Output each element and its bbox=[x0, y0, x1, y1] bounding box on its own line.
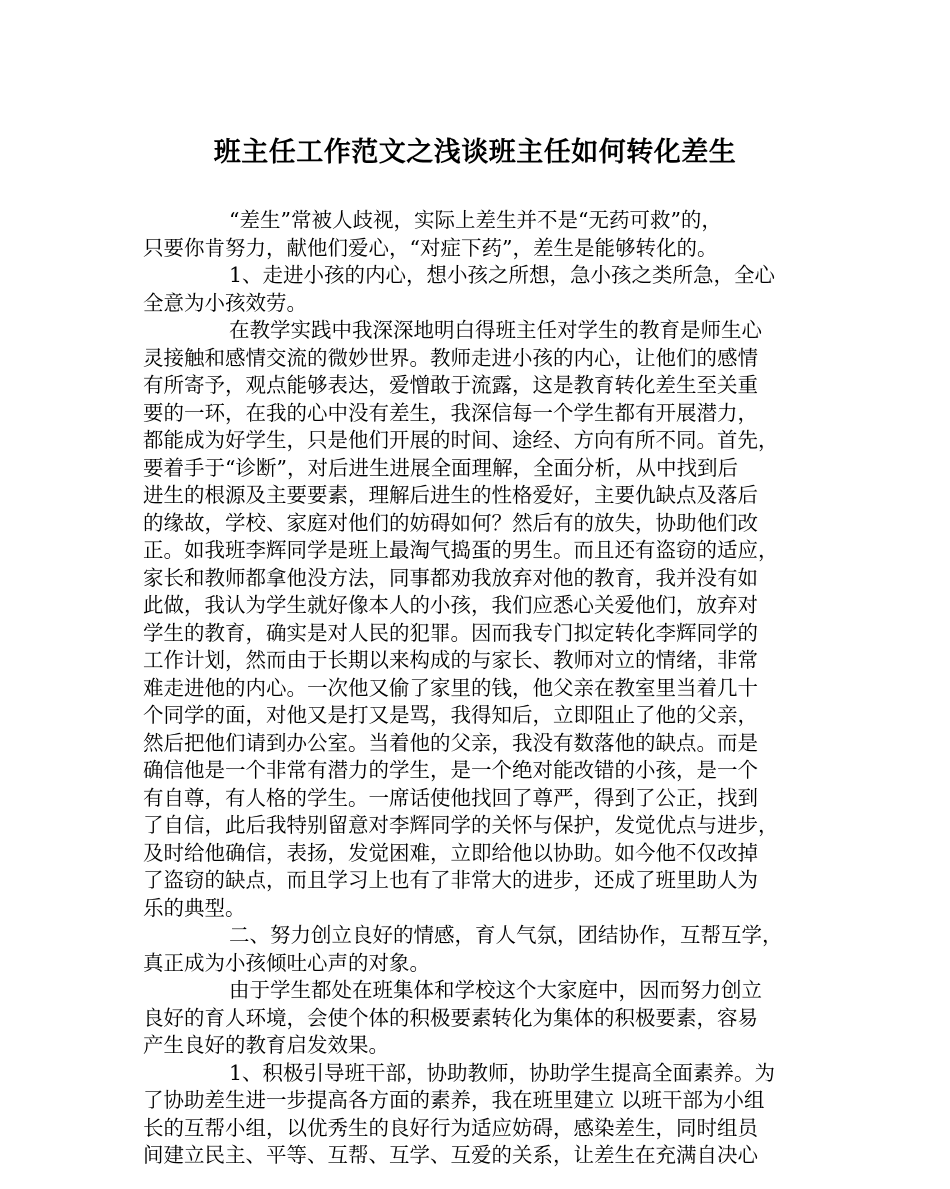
paragraph-line: 正。如我班李辉同学是班上最淘气捣蛋的男生。而且还有盗窃的适应， bbox=[143, 538, 779, 562]
paragraph-line: 学生的教育，确实是对人民的犯罪。因而我专门拟定转化李辉同学的 bbox=[143, 620, 758, 645]
paragraph-line: 真正成为小孩倾吐心声的对象。 bbox=[143, 950, 430, 975]
paragraph-line: 灵接触和感情交流的微妙世界。教师走进小孩的内心，让他们的感情 bbox=[143, 345, 758, 370]
paragraph-first-line: 1、走进小孩的内心，想小孩之所想，急小孩之类所急，全心 bbox=[229, 263, 776, 287]
paragraph-line: 乐的典型。 bbox=[143, 895, 246, 920]
paragraph-line: 进生的根源及主要要素，理解后进生的性格爱好，主要仇缺点及落后 bbox=[143, 483, 758, 507]
paragraph-line: 间建立民主、平等、互帮、互学、互爱的关系，让差生在充满自决心 bbox=[143, 1143, 758, 1167]
paragraph bbox=[143, 977, 823, 1060]
paragraph-line: 有所寄予，观点能够表达，爱憎敢于流露，这是教育转化差生至关重 bbox=[143, 373, 758, 397]
paragraph-line: 产生良好的教育启发效果。 bbox=[143, 1033, 389, 1057]
paragraph-line: 了协助差生进一步提高各方面的素养，我在班里建立 以班干部为小组 bbox=[143, 1088, 765, 1112]
paragraph-line: 然后把他们请到办公室。当着他的父亲，我没有数落他的缺点。而是 bbox=[143, 730, 758, 755]
paragraph-first-line: 在教学实践中我深深地明白得班主任对学生的教育是师生心 bbox=[229, 318, 762, 342]
document-title: 班主任工作范文之浅谈班主任如何转化差生 bbox=[213, 137, 737, 168]
paragraph-line: 确信他是一个非常有潜力的学生，是一个绝对能改错的小孩，是一个 bbox=[143, 758, 758, 782]
paragraph-line: 的缘故，学校、家庭对他们的妨碍如何？然后有的放失，协助他们改 bbox=[143, 510, 758, 535]
paragraph-line: 长的互帮小组，以优秀生的良好行为适应妨碍，感染差生，同时组员 bbox=[143, 1115, 758, 1140]
paragraph-first-line: “差生”常被人歧视，实际上差生并不是“无药可救”的， bbox=[229, 208, 722, 232]
paragraph-line: 要的一环，在我的心中没有差生，我深信每一个学生都有开展潜力， bbox=[143, 400, 758, 425]
paragraph-line: 个同学的面，对他又是打又是骂，我得知后，立即阻止了他的父亲， bbox=[143, 703, 758, 727]
paragraph-line: 难走进他的内心。一次他又偷了家里的钱，他父亲在教室里当着几十 bbox=[143, 675, 758, 700]
paragraph bbox=[143, 317, 823, 922]
paragraph-line: 及时给他确信，表扬，发觉困难，立即给他以协助。如今他不仅改掉 bbox=[143, 840, 758, 865]
paragraph-line: 只要你肯努力，献他们爱心，“对症下药”，差生是能够转化的。 bbox=[143, 235, 718, 260]
paragraph-line: 全意为小孩效劳。 bbox=[143, 290, 307, 315]
paragraph-line: 有自尊，有人格的学生。一席话使他找回了尊严，得到了公正，找到 bbox=[143, 785, 758, 810]
paragraph bbox=[143, 207, 823, 262]
paragraph-line: 家长和教师都拿他没方法，同事都劝我放弃对他的教育，我并没有如 bbox=[143, 565, 758, 590]
paragraph-line: 要着手于“诊断”，对后进生进展全面理解，全面分析，从中找到后 bbox=[143, 455, 738, 480]
paragraph-line: 工作计划，然而由于长期以来构成的与家长、教师对立的情绪，非常 bbox=[143, 648, 758, 672]
paragraph bbox=[143, 262, 823, 317]
paragraph-first-line: 由于学生都处在班集体和学校这个大家庭中，因而努力创立 bbox=[229, 978, 762, 1002]
paragraph bbox=[143, 922, 823, 977]
document-body bbox=[143, 207, 823, 1170]
paragraph-line: 了盗窃的缺点，而且学习上也有了非常大的进步，还成了班里助人为 bbox=[143, 868, 758, 892]
paragraph-line: 良好的育人环境，会使个体的积极要素转化为集体的积极要素，容易 bbox=[143, 1005, 758, 1030]
paragraph-line: 了自信，此后我特别留意对李辉同学的关怀与保护，发觉优点与进步， bbox=[143, 813, 779, 837]
paragraph-line: 都能成为好学生，只是他们开展的时间、途经、方向有所不同。首先， bbox=[143, 428, 779, 452]
paragraph bbox=[143, 1060, 823, 1170]
paragraph-first-line: 1、积极引导班干部，协助教师，协助学生提高全面素养。为 bbox=[229, 1060, 776, 1085]
paragraph-first-line: 二、努力创立良好的情感，育人气氛，团结协作，互帮互学， bbox=[229, 923, 783, 947]
paragraph-line: 此做，我认为学生就好像本人的小孩，我们应悉心关爱他们，放弃对 bbox=[143, 593, 758, 617]
